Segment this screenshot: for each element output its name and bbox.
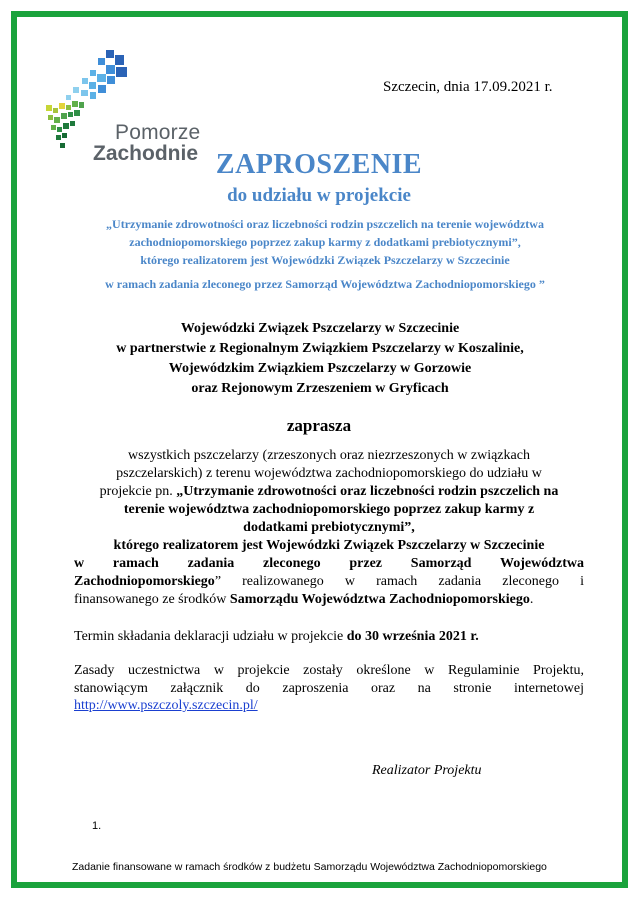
page-title: ZAPROSZENIE: [215, 149, 423, 180]
organizer-line: w partnerstwie z Regionalnym Związkiem Pszczelarzy w Koszalinie,: [116, 341, 524, 356]
project-commission-line: w ramach zadania zleconego przez Samorząd Województwa Zachodniopomorskiego ”: [105, 277, 545, 291]
rules-line: Zasady uczestnictwa w projekcie zostały określone w Regulaminie Projektu,: [74, 663, 584, 678]
deadline-date: do 30 września 2021 r.: [346, 629, 479, 644]
logo-text-zachodnie: Zachodnie: [93, 142, 199, 165]
body-text: ” realizowanego w ramach zadania zleconego i: [214, 574, 584, 589]
deadline-paragraph: [74, 628, 584, 646]
project-title-line: „Utrzymanie zdrowotności oraz liczebności rodzin pszczelich na terenie województwa: [106, 217, 544, 231]
logo-squares-blue: [66, 50, 127, 100]
body-line: [74, 483, 584, 501]
footer-funding-note: Zadanie finansowane w ramach środków z budżetu Samorządu Województwa Zachodniopomorskiego: [72, 861, 547, 873]
logo-text-pomorze: Pomorze: [115, 121, 201, 144]
page-subtitle: do udziału w projekcie: [227, 185, 411, 206]
list-number: 1.: [92, 820, 102, 832]
logo-squares-green: [46, 101, 84, 148]
body-line: wszystkich pszczelarzy (zrzeszonych oraz niezrzeszonych w związkach: [128, 448, 530, 463]
signature-label: Realizator Projektu: [372, 763, 482, 778]
realizator-bold: którego realizatorem jest Wojewódzki Związek Pszczelarzy w Szczecinie: [113, 538, 545, 553]
body-line: [74, 501, 584, 519]
funder-bold: Samorządu Województwa Zachodniopomorskiego: [229, 592, 530, 607]
document-date: Szczecin, dnia 17.09.2021 r.: [383, 79, 553, 95]
body-line: [74, 537, 584, 555]
body-line: pszczelarskich) z terenu województwa zachodniopomorskiego do udziału w: [116, 466, 542, 481]
project-title-block: [70, 215, 580, 269]
invites-heading: zaprasza: [286, 416, 352, 435]
project-name-bold: terenie województwa zachodniopomorskiego poprzez zakup karmy z: [123, 502, 535, 517]
body-line: [74, 591, 584, 609]
commission-bold: w ramach zadania zleconego przez Samorząd Województwa: [74, 556, 584, 571]
commission-bold: Zachodniopomorskiego: [74, 574, 215, 589]
rules-line: stanowiącym załącznik do zaproszenia oraz na stronie internetowej: [74, 680, 584, 696]
invitation-body: [74, 447, 584, 609]
website-link[interactable]: http://www.pszczoly.szczecin.pl/: [74, 698, 258, 713]
project-title-line: którego realizatorem jest Wojewódzki Związek Pszczelarzy w Szczecinie: [140, 253, 510, 267]
body-text: finansowanego ze środków: [74, 592, 230, 607]
rules-link-line: [74, 697, 584, 715]
organizer-line: oraz Rejonowym Zrzeszeniem w Gryficach: [191, 381, 449, 396]
project-name-bold: „Utrzymanie zdrowotności oraz liczebności rodzin pszczelich na: [176, 484, 559, 499]
body-line: [74, 519, 584, 537]
organizers-block: [60, 319, 580, 399]
body-text: .: [529, 592, 534, 607]
organizer-line: Wojewódzki Związek Pszczelarzy w Szczecinie: [180, 321, 460, 336]
rules-paragraph: [74, 662, 584, 715]
deadline-text: Termin składania deklaracji udziału w projekcie: [74, 629, 347, 644]
body-line: [74, 555, 584, 573]
body-line: [74, 573, 584, 591]
project-title-line: zachodniopomorskiego poprzez zakup karmy z dodatkami prebiotycznymi”,: [129, 235, 521, 249]
body-text: projekcie pn.: [99, 484, 177, 499]
project-name-bold: dodatkami prebiotycznymi”,: [243, 520, 415, 535]
organizer-line: Wojewódzkim Związkiem Pszczelarzy w Gorzowie: [168, 361, 472, 376]
